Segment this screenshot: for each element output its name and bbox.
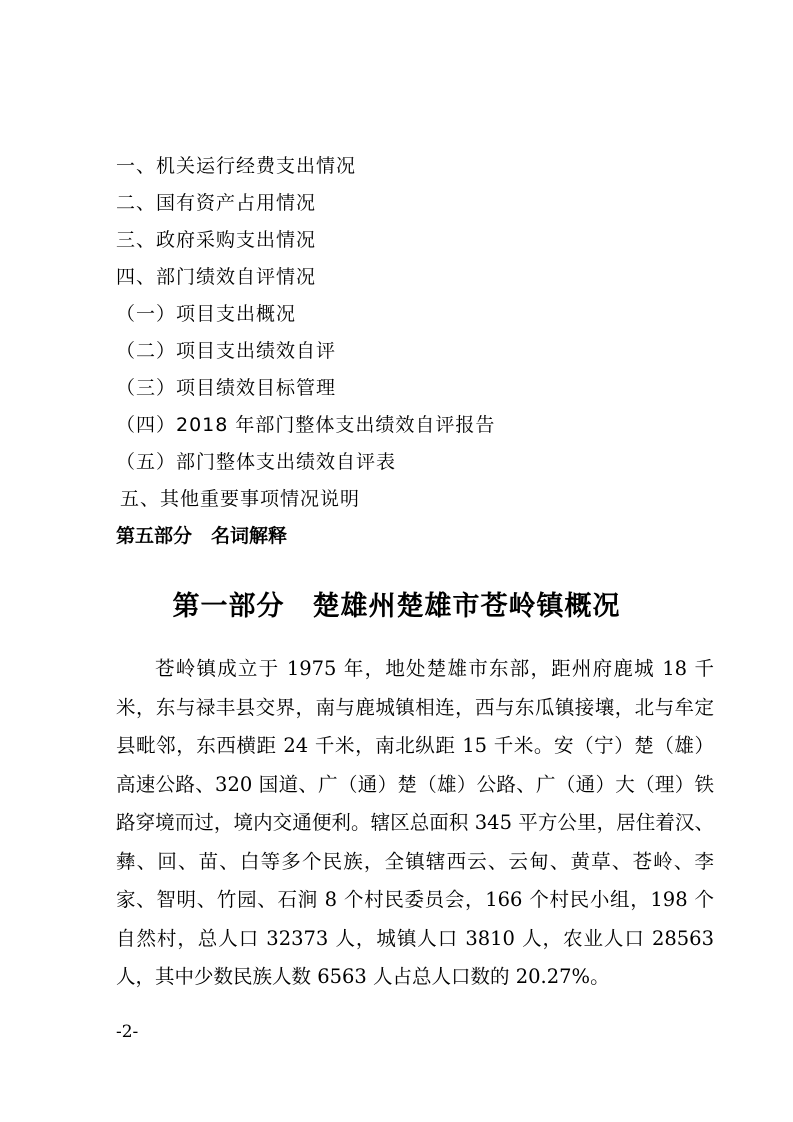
toc-item: （二）项目支出绩效自评 [116, 340, 337, 362]
table-of-contents [116, 148, 756, 555]
toc-item: （五）部门整体支出绩效自评表 [116, 451, 397, 473]
toc-item: 二、国有资产占用情况 [116, 192, 317, 214]
toc-item: （四）2018 年部门整体支出绩效自评报告 [116, 414, 496, 436]
toc-item: 四、部门绩效自评情况 [116, 266, 317, 288]
toc-item: （一）项目支出概况 [116, 303, 297, 325]
toc-item: 三、政府采购支出情况 [116, 229, 317, 251]
toc-item: 一、机关运行经费支出情况 [116, 155, 357, 177]
page-number: -2- [116, 1022, 139, 1042]
toc-part-heading: 第五部分 名词解释 [116, 525, 288, 547]
toc-item: 五、其他重要事项情况说明 [120, 488, 361, 510]
section-title: 第一部分 楚雄州楚雄市苍岭镇概况 [172, 591, 621, 622]
section-paragraph: 苍岭镇成立于 1975 年，地处楚雄市东部，距州府鹿城 18 千米，东与禄丰县交界，南与鹿城镇相连，西与东瓜镇接壤，北与牟定县毗邻，东西横距 24 千米，南北纵距 15 千米。安（宁）楚（雄）高速公路、320 国道、广（通）楚（雄）公路、广（通）大（理）铁路穿境而过，境内交通便利。辖区总面积 345 平方公里，居住着汉、彝、回、苗、白等多个民族，全镇辖西云、云甸、黄草、苍岭、李家、智明、竹园、石涧 8 个村民委员会，166 个村民小组，198 个自然村，总人口 32373 人，城镇人口 3810 人，农业人口 28563 人，其中少数民族人数 6563 人占总人口数的 20.27%。 [116, 657, 714, 988]
toc-item: （三）项目绩效目标管理 [116, 377, 337, 399]
